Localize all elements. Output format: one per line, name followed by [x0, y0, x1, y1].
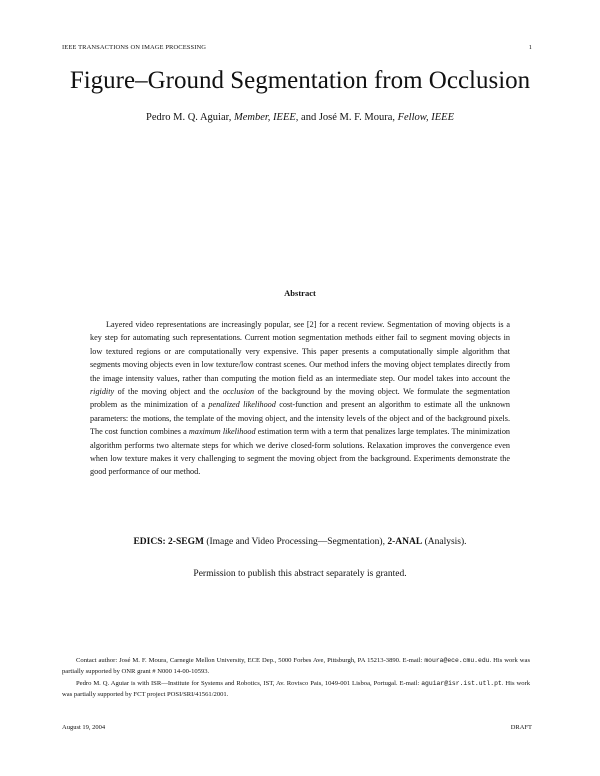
permission-statement: Permission to publish this abstract separately is granted. [193, 569, 407, 579]
edics-line [0, 537, 600, 547]
edics-code-1: 2-SEGM [165, 537, 204, 547]
abstract-text: Layered video representations are increasingly popular, see [2] for a recent review. Segmentation of moving objects is a key step for automating such representations. Current motion segmentation methods either fail to segment moving objects in low textured regions or are computationally very expensive. This paper presents a computationally simple algorithm that segments moving objects even in low texture/low contrast scenes. Our method infers the moving object templates directly from the image intensity values, rather than computing the motion field as an intermediate step. Our model takes into account the [90, 320, 510, 383]
abstract-emphasis: occlusion [222, 387, 255, 397]
abstract-body [90, 318, 510, 479]
running-head: IEEE TRANSACTIONS ON IMAGE PROCESSING [62, 44, 207, 51]
contact-footnote [62, 655, 530, 678]
abstract-emphasis: maximum likelihood [188, 427, 256, 437]
author-1-name: Pedro M. Q. Aguiar, [146, 112, 234, 123]
page-number: 1 [528, 44, 532, 51]
author-1-role: Member, IEEE, [233, 112, 299, 123]
abstract-text: cost-function and present an algorithm to estimate all the unknown parameters: the motions, the template of the moving object, and the intensity levels of the object and of the background pixels. The cost function combines a [90, 400, 510, 437]
aguiar-footnote [62, 678, 530, 701]
paper-title: Figure–Ground Segmentation from Occlusion [69, 67, 531, 94]
footer-date: August 19, 2004 [62, 724, 106, 731]
footer-status: DRAFT [510, 724, 532, 731]
edics-code-2: 2-ANAL [387, 537, 423, 547]
edics-desc-1: (Image and Video Processing—Segmentation), [203, 537, 388, 547]
footnotes [62, 655, 530, 701]
contact-email: moura@ece.cmu.edu [424, 657, 490, 664]
abstract-text: estimation term with a term that penalizes large templates. The minimization algorithm performs two alternate steps for which we derive closed-form solutions. Relaxation improves the convergence even when low texture makes it very challenging to segment the moving object from the background. Experiments demonstrate the good performance of our method. [90, 427, 511, 477]
author-joiner: and José M. F. Moura, [298, 112, 398, 123]
abstract-emphasis: rigidity [90, 387, 115, 397]
abstract-heading: Abstract [284, 288, 316, 298]
abstract-text: of the moving object and the [114, 387, 223, 397]
footnote-text: Contact author: José M. F. Moura, Carnegie Mellon University, ECE Dep., 5000 Forbes Ave, Pittsburgh, PA 15213-3890. E-mail: [76, 657, 425, 664]
abstract-text: of the background by the moving object. We formulate the segmentation problem as the minimization of a [90, 387, 510, 410]
abstract-emphasis: penalized likelihood [208, 400, 276, 410]
footnote-text: . His work was partially supported by ONR grant # N000 14-00-10593. [62, 657, 531, 676]
abstract-paragraph [90, 318, 510, 479]
edics-desc-2: (Analysis). [422, 537, 467, 547]
aguiar-email: aguiar@isr.ist.utl.pt [421, 679, 502, 687]
author-line [0, 112, 600, 123]
author-2-role: Fellow, IEEE [397, 112, 454, 123]
edics-label: EDICS: [133, 537, 166, 547]
footnote-text: Pedro M. Q. Aguiar is with ISR—Institute for Systems and Robotics, IST, Av. Rovisco Pais, 1049-001 Lisboa, Portugal. E-mail: [76, 679, 422, 687]
footnote-text: . His work was partially supported by FCT project POSI/SRI/41561/2001. [62, 679, 530, 699]
